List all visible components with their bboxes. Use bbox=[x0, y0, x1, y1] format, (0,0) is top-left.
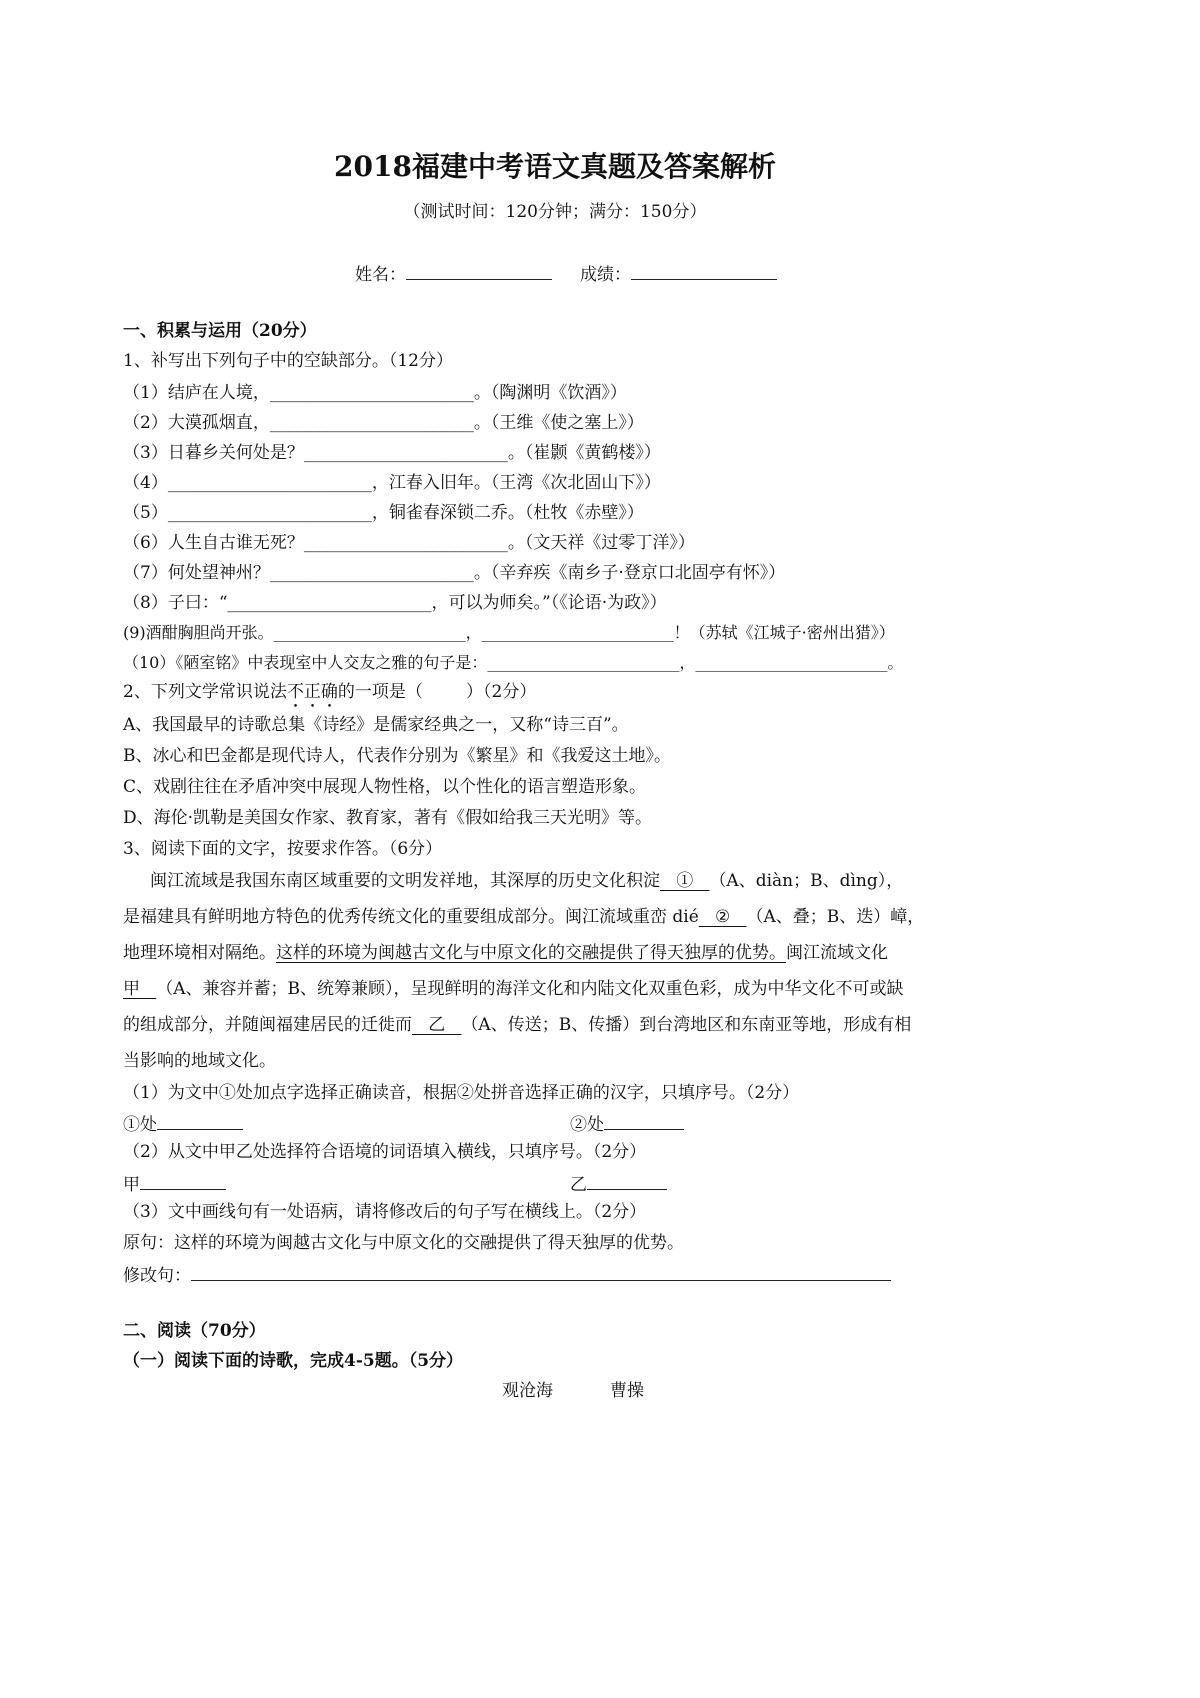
blank-2: ② bbox=[698, 907, 747, 927]
passage-text: （A、传送；B、传播）到台湾地区和东南亚等地，形成有相 bbox=[461, 1015, 912, 1035]
answer-field[interactable] bbox=[570, 1171, 667, 1196]
answer-field[interactable] bbox=[123, 1111, 243, 1136]
section-heading: 二、阅读（70分） bbox=[123, 1321, 266, 1341]
passage-line bbox=[123, 906, 924, 928]
passage-line bbox=[150, 870, 903, 892]
blank-yi: 乙 bbox=[412, 1015, 462, 1035]
answer-field[interactable] bbox=[570, 1111, 684, 1136]
question-1: 1、补写出下列句子中的空缺部分。（12分） bbox=[123, 351, 453, 371]
sub-question: （3）文中画线句有一处语病，请将修改后的句子写在横线上。（2分） bbox=[123, 1202, 647, 1222]
q1-item: （10）《陋室铭》中表现室中人交友之雅的句子是：________________________，________________________。 bbox=[123, 653, 904, 672]
q1-item: （7）何处望神州？________________________。（辛弃疾《南乡子·登京口北固亭有怀》） bbox=[123, 563, 786, 583]
emphasized-text: 不正确 bbox=[286, 682, 338, 702]
name-field[interactable] bbox=[355, 261, 552, 286]
q1-item: （5）________________________，铜雀春深锁二乔。（杜牧《赤壁》） bbox=[123, 503, 644, 523]
passage-text: 闽江流域是我国东南区域重要的文明发祥地，其深厚的历史文化积淀 bbox=[150, 871, 660, 891]
poem-author: 曹操 bbox=[610, 1381, 644, 1401]
blank-1: ① bbox=[660, 871, 710, 891]
passage-text: （A、兼容并蓄；B、统筹兼顾），呈现鲜明的海洋文化和内陆文化双重色彩，成为中华文化不可或缺 bbox=[156, 979, 904, 999]
q1-item: （8）子曰：“________________________，可以为师矣。”（《论语·为政》） bbox=[123, 593, 667, 613]
page-title: 2018福建中考语文真题及答案解析 bbox=[334, 150, 776, 183]
revision-field[interactable] bbox=[123, 1262, 891, 1287]
underlined-sentence: 这样的环境为闽越古文化与中原文化的交融提供了得天独厚的优势。 bbox=[276, 943, 786, 963]
passage-line bbox=[123, 978, 904, 1000]
name-label: 姓名： bbox=[355, 265, 406, 285]
q1-item: （2）大漠孤烟直，________________________。（王维《使之塞上》） bbox=[123, 413, 644, 433]
passage-text: 闽江流域文化 bbox=[786, 943, 888, 963]
passage-text: （A、叠；B、迭）嶂， bbox=[746, 907, 925, 927]
q1-item: （1）结庐在人境，________________________。（陶渊明《饮酒》） bbox=[123, 383, 627, 403]
q2-text: 2、下列文学常识说法 bbox=[123, 682, 287, 702]
option-c: C、戏剧往往在矛盾冲突中展现人物性格，以个性化的语言塑造形象。 bbox=[123, 777, 647, 797]
answer-label: ①处 bbox=[123, 1115, 157, 1135]
passage-line bbox=[123, 942, 888, 964]
passage-text: 的组成部分，并随闽福建居民的迁徙而 bbox=[123, 1015, 412, 1035]
answer-label: 修改句： bbox=[123, 1266, 191, 1286]
q1-item: (9)酒酣胸胆尚开张。________________________，________________________！（苏轼《江城子·密州出猎》） bbox=[123, 623, 895, 642]
q1-item: （4）________________________，江春入旧年。（王湾《次北固山下》） bbox=[123, 473, 661, 493]
question-2 bbox=[123, 681, 536, 712]
passage-line bbox=[123, 1014, 911, 1036]
section-heading: 一、积累与运用（20分） bbox=[123, 321, 317, 341]
option-a: A、我国最早的诗歌总集《诗经》是儒家经典之一，又称“诗三百”。 bbox=[123, 715, 629, 735]
passage-text: （A、diàn；B、dìng）， bbox=[709, 871, 904, 891]
passage-text: 地理环境相对隔绝。 bbox=[123, 943, 276, 963]
blank-jia: 甲 bbox=[123, 979, 157, 999]
q1-item: （3）日暮乡关何处是？________________________。（崔颢《黄鹤楼》） bbox=[123, 443, 661, 463]
q1-item: （6）人生自古谁无死？________________________。（文天祥《过零丁洋》） bbox=[123, 533, 695, 553]
passage-line: 当影响的地域文化。 bbox=[123, 1051, 276, 1071]
passage-text: 是福建具有鲜明地方特色的优秀传统文化的重要组成部分。闽江流域重峦 dié bbox=[123, 907, 699, 927]
question-3: 3、阅读下面的文字，按要求作答。（6分） bbox=[123, 839, 443, 859]
score-label: 成绩： bbox=[580, 265, 631, 285]
poem-title: 观沧海 bbox=[502, 1381, 553, 1401]
score-field[interactable] bbox=[580, 261, 777, 286]
q2-text: 的一项是（ ）（2分） bbox=[337, 682, 537, 702]
part-heading: （一）阅读下面的诗歌，完成4-5题。（5分） bbox=[123, 1351, 464, 1371]
answer-label: ②处 bbox=[570, 1115, 604, 1135]
sub-question: （1）为文中①处加点字选择正确读音，根据②处拼音选择正确的汉字，只填序号。（2分） bbox=[123, 1083, 800, 1103]
original-sentence: 原句：这样的环境为闽越古文化与中原文化的交融提供了得天独厚的优势。 bbox=[123, 1233, 684, 1253]
sub-question: （2）从文中甲乙处选择符合语境的词语填入横线，只填序号。（2分） bbox=[123, 1142, 647, 1162]
answer-label: 乙 bbox=[570, 1175, 587, 1195]
option-d: D、海伦·凯勒是美国女作家、教育家，著有《假如给我三天光明》等。 bbox=[123, 808, 653, 828]
option-b: B、冰心和巴金都是现代诗人，代表作分别为《繁星》和《我爱这土地》。 bbox=[123, 746, 671, 766]
answer-label: 甲 bbox=[123, 1175, 140, 1195]
subtitle: （测试时间：120分钟；满分：150分） bbox=[403, 202, 707, 222]
answer-field[interactable] bbox=[123, 1171, 226, 1196]
